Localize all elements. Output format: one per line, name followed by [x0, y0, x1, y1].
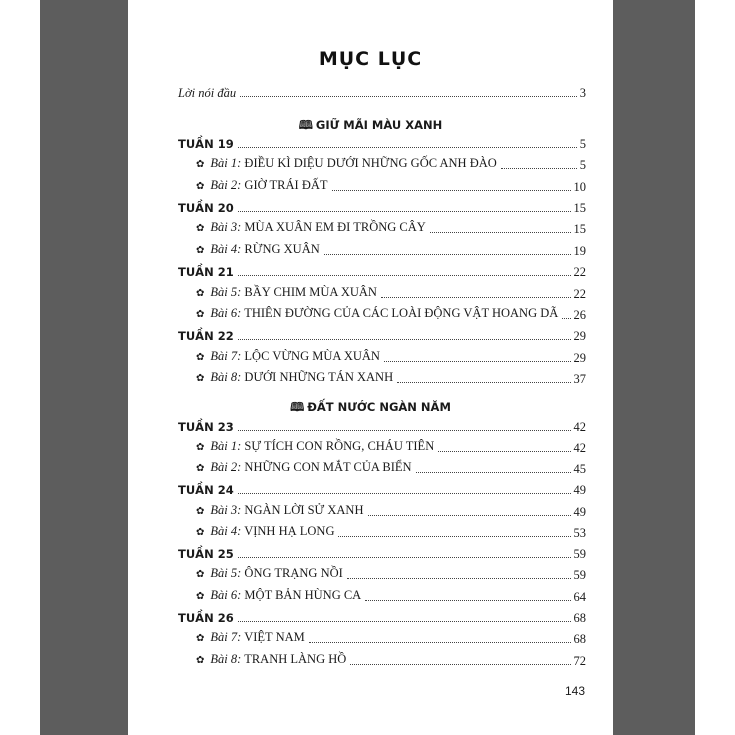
lesson-row[interactable]: [196, 179, 586, 195]
lesson-title: VIỆT NAM: [244, 630, 305, 644]
page-ref: 53: [573, 526, 586, 540]
lesson-title: ĐIỀU KÌ DIỆU DƯỚI NHỮNG GỐC ANH ĐÀO: [244, 156, 497, 170]
page-ref: 29: [573, 351, 586, 365]
lesson-row[interactable]: [196, 631, 586, 647]
lesson-number: Bài 2:: [210, 460, 242, 474]
page-ref: 22: [573, 265, 586, 279]
lesson-row[interactable]: [196, 286, 586, 302]
lesson-number: Bài 8:: [210, 652, 242, 666]
dot-leader: [430, 231, 571, 233]
flower-bullet-icon: ✿: [196, 373, 205, 384]
lesson-row[interactable]: [196, 653, 586, 669]
dot-leader: [347, 577, 571, 579]
lesson-title: NHỮNG CON MẮT CỦA BIỂN: [244, 460, 412, 474]
section-heading: [128, 398, 613, 419]
lesson-title: VỊNH HẠ LONG: [244, 524, 335, 538]
page-ref: 59: [573, 547, 586, 561]
week-label: TUẦN 21: [178, 265, 234, 279]
lesson-number: Bài 6:: [210, 588, 242, 602]
lesson-number: Bài 7:: [210, 349, 242, 363]
lesson-row[interactable]: [196, 567, 586, 583]
lesson-title: ÔNG TRẠNG NỒI: [244, 566, 343, 580]
page-ref: 5: [579, 158, 586, 172]
toc-intro-row[interactable]: [178, 85, 586, 101]
week-row[interactable]: [178, 136, 586, 152]
flower-bullet-icon: ✿: [196, 245, 205, 256]
intro-label: Lời nói đầu: [178, 86, 237, 100]
lesson-row[interactable]: [196, 243, 586, 259]
dot-leader: [238, 429, 571, 431]
page-ref: 15: [573, 222, 586, 236]
lesson-title: TRANH LÀNG HỒ: [244, 652, 347, 666]
page-ref: 49: [573, 483, 586, 497]
lesson-row[interactable]: [196, 504, 586, 520]
dot-leader: [438, 450, 570, 452]
lesson-title: RỪNG XUÂN: [244, 242, 320, 256]
lesson-title: GIỜ TRÁI ĐẤT: [244, 178, 328, 192]
book-icon: 🕮: [298, 118, 313, 132]
dot-leader: [240, 95, 577, 97]
week-row[interactable]: [178, 200, 586, 216]
dot-leader: [238, 146, 577, 148]
dot-leader: [501, 167, 577, 169]
page-ref: 64: [573, 590, 586, 604]
flower-bullet-icon: ✿: [196, 506, 205, 517]
dot-leader: [368, 514, 571, 516]
week-label: TUẦN 20: [178, 201, 234, 215]
dot-leader: [416, 471, 571, 473]
lesson-title: DƯỚI NHỮNG TÁN XANH: [244, 370, 394, 384]
page-ref: 68: [573, 632, 586, 646]
flower-bullet-icon: ✿: [196, 591, 205, 602]
flower-bullet-icon: ✿: [196, 442, 205, 453]
flower-bullet-icon: ✿: [196, 463, 205, 474]
section-title: ĐẤT NƯỚC NGÀN NĂM: [307, 400, 451, 414]
flower-bullet-icon: ✿: [196, 223, 205, 234]
lesson-row[interactable]: [196, 371, 586, 387]
lesson-number: Bài 2:: [210, 178, 242, 192]
page-ref: 72: [573, 654, 586, 668]
flower-bullet-icon: ✿: [196, 655, 205, 666]
week-label: TUẦN 22: [178, 329, 234, 343]
dot-leader: [238, 274, 571, 276]
lesson-number: Bài 3:: [210, 220, 242, 234]
dot-leader: [238, 492, 571, 494]
book-icon: 🕮: [290, 400, 305, 414]
lesson-row[interactable]: [196, 350, 586, 366]
dot-leader: [397, 381, 570, 383]
dot-leader: [238, 620, 571, 622]
page-ref: 10: [573, 180, 586, 194]
lesson-row[interactable]: [196, 525, 586, 541]
page-ref: 37: [573, 372, 586, 386]
lesson-number: Bài 7:: [210, 630, 242, 644]
week-label: TUẦN 23: [178, 420, 234, 434]
lesson-title: BẦY CHIM MÙA XUÂN: [244, 285, 377, 299]
page-title: MỤC LỤC: [318, 48, 423, 70]
page-ref: 59: [573, 568, 586, 582]
lesson-number: Bài 4:: [210, 524, 242, 538]
page-ref: 42: [573, 420, 586, 434]
flower-bullet-icon: ✿: [196, 181, 205, 192]
lesson-title: LỘC VỪNG MÙA XUÂN: [244, 349, 380, 363]
dot-leader: [350, 663, 570, 665]
week-label: TUẦN 25: [178, 547, 234, 561]
week-row[interactable]: [178, 546, 586, 562]
dot-leader: [365, 599, 570, 601]
week-row[interactable]: [178, 610, 586, 626]
week-row[interactable]: [178, 264, 586, 280]
lesson-row[interactable]: [196, 589, 586, 605]
section-heading: [128, 116, 613, 137]
week-row[interactable]: [178, 419, 586, 435]
dot-leader: [562, 317, 570, 319]
dot-leader: [332, 189, 571, 191]
lesson-title: NGÀN LỜI SỬ XANH: [244, 503, 364, 517]
section-title: GIỮ MÃI MÀU XANH: [315, 118, 443, 132]
lesson-number: Bài 4:: [210, 242, 242, 256]
lesson-title: MÙA XUÂN EM ĐI TRỒNG CÂY: [244, 220, 426, 234]
page-ref: 19: [573, 244, 586, 258]
lesson-row[interactable]: [196, 157, 586, 173]
page-ref: 68: [573, 611, 586, 625]
lesson-number: Bài 1:: [210, 156, 242, 170]
lesson-row[interactable]: [196, 461, 586, 477]
flower-bullet-icon: ✿: [196, 352, 205, 363]
week-label: TUẦN 19: [178, 137, 234, 151]
week-row[interactable]: [178, 482, 586, 498]
flower-bullet-icon: ✿: [196, 569, 205, 580]
page-ref: 49: [573, 505, 586, 519]
week-row[interactable]: [178, 328, 586, 344]
lesson-number: Bài 6:: [210, 306, 242, 320]
flower-bullet-icon: ✿: [196, 633, 205, 644]
lesson-number: Bài 3:: [210, 503, 242, 517]
lesson-row[interactable]: [196, 307, 586, 323]
page-ref: 3: [579, 86, 586, 100]
dot-leader: [238, 556, 571, 558]
flower-bullet-icon: ✿: [196, 309, 205, 320]
dot-leader: [309, 641, 571, 643]
page-ref: 22: [573, 287, 586, 301]
page-number: 143: [564, 684, 585, 698]
lesson-row[interactable]: [196, 440, 586, 456]
dot-leader: [381, 296, 571, 298]
lesson-number: Bài 8:: [210, 370, 242, 384]
dot-leader: [384, 360, 571, 362]
lesson-number: Bài 1:: [210, 439, 242, 453]
dot-leader: [338, 535, 570, 537]
flower-bullet-icon: ✿: [196, 159, 205, 170]
week-label: TUẦN 26: [178, 611, 234, 625]
page-ref: 26: [573, 308, 586, 322]
dot-leader: [238, 210, 571, 212]
dot-leader: [324, 253, 571, 255]
page-ref: 42: [573, 441, 586, 455]
page-ref: 15: [573, 201, 586, 215]
lesson-title: THIÊN ĐƯỜNG CỦA CÁC LOÀI ĐỘNG VẬT HOANG DÃ: [244, 306, 559, 320]
lesson-number: Bài 5:: [210, 285, 242, 299]
page-ref: 29: [573, 329, 586, 343]
week-label: TUẦN 24: [178, 483, 234, 497]
dot-leader: [238, 338, 571, 340]
lesson-title: MỘT BẢN HÙNG CA: [244, 588, 362, 602]
page-ref: 5: [579, 137, 586, 151]
flower-bullet-icon: ✿: [196, 288, 205, 299]
toc-page: [128, 0, 613, 735]
flower-bullet-icon: ✿: [196, 527, 205, 538]
lesson-number: Bài 5:: [210, 566, 242, 580]
lesson-row[interactable]: [196, 221, 586, 237]
lesson-title: SỰ TÍCH CON RỒNG, CHÁU TIÊN: [244, 439, 435, 453]
page-ref: 45: [573, 462, 586, 476]
